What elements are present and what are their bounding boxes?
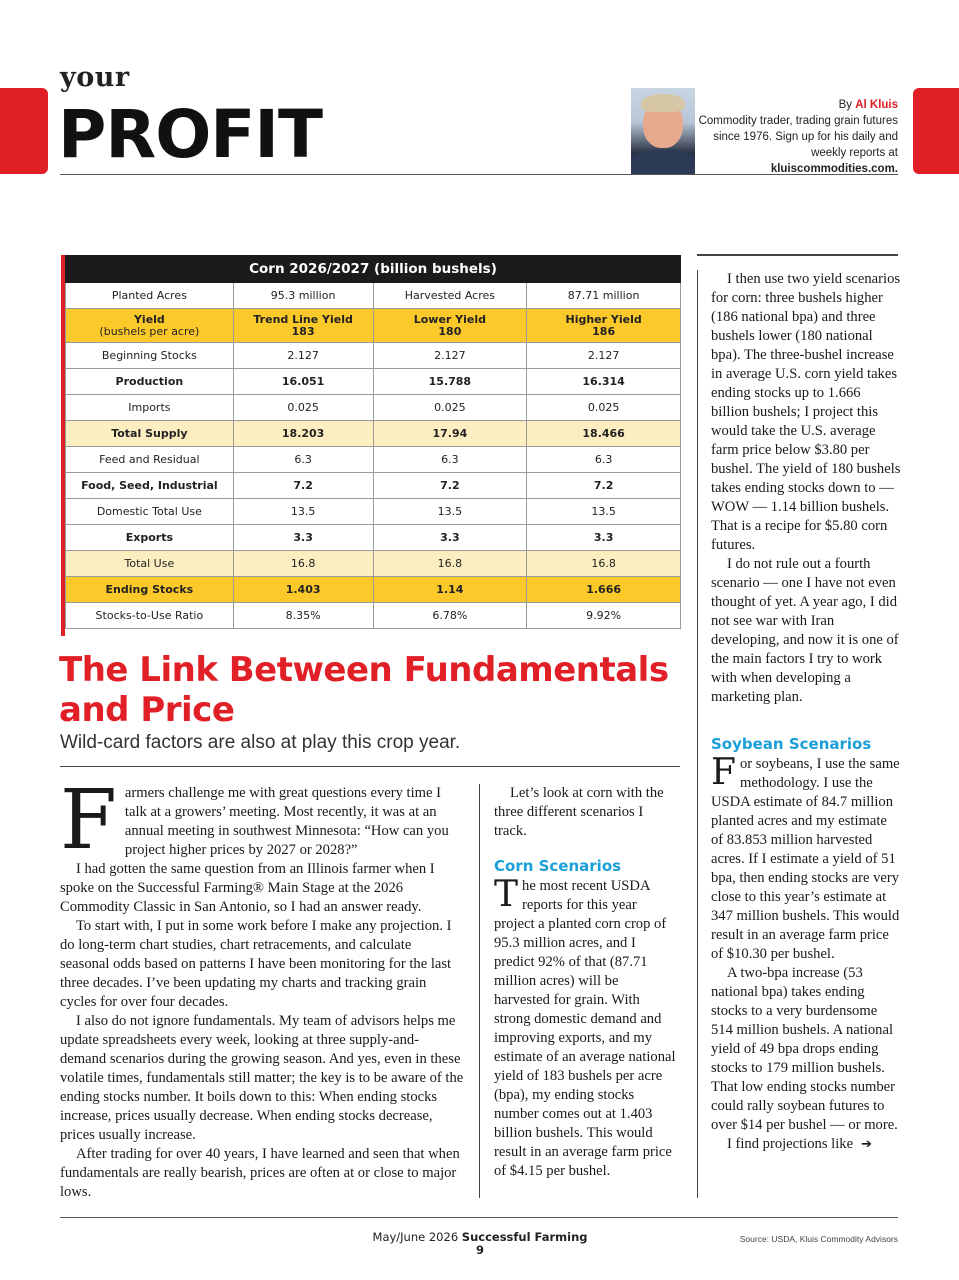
author-site[interactable]: kluiscommodities.com. <box>770 163 898 175</box>
table-row: Domestic Total Use 13.5 13.5 13.5 <box>66 499 681 525</box>
paragraph: The most recent USDA reports for this year project a planted corn crop of 95.3 million acres, and I predict 92% of that (87.71 million acres) will be harvested for grain. With strong domestic demand and improving exports, and my estimate of an average national yield of 183 bushels per acre (bpa), my ending stocks number comes out at 1.403 billion bushels. This would result in an average farm price of $4.15 per bushel. <box>494 874 676 1179</box>
dek-rule <box>60 766 680 767</box>
subhead-corn-scenarios: Corn Scenarios <box>494 857 622 875</box>
red-tab-left <box>0 88 48 174</box>
table-row: Total Use 16.8 16.8 16.8 <box>66 551 681 577</box>
byline-prefix: By <box>838 99 856 111</box>
table-row: Total Supply 18.203 17.94 18.466 <box>66 421 681 447</box>
table-row: Exports 3.3 3.3 3.3 <box>66 525 681 551</box>
paragraph: For soybeans, I use the same methodology. I use the USDA estimate of 84.7 million planted acres and my estimate of 83.853 million harvested acres. If I estimate a yield of 51 bpa, then ending stocks are very close to this year’s estimate at 347 million bushels. This would result in an average farm price of $10.30 per bushel. <box>711 752 900 962</box>
article-column-2 <box>494 784 677 1181</box>
column-divider <box>697 270 698 1198</box>
author-bio: Commodity trader, trading grain futures since 1976. Sign up for his daily and weekly reports at <box>698 115 898 159</box>
page-number: 9 <box>475 1243 484 1257</box>
table-row: Ending Stocks 1.403 1.14 1.666 <box>66 577 681 603</box>
section-kicker: your <box>60 62 130 93</box>
folio <box>330 1231 630 1257</box>
byline <box>688 97 898 177</box>
article-headline: The Link Between Fundamentals and Price <box>59 650 669 730</box>
corn-supply-table <box>65 255 681 629</box>
planted-label: Planted Acres <box>66 283 234 309</box>
table-title: Corn 2026/2027 (billion bushels) <box>66 256 681 283</box>
scenario-lower: Lower Yield 180 <box>373 309 527 343</box>
column-divider <box>479 784 480 1198</box>
paragraph: A two-bpa increase (53 national bpa) takes ending stocks to a very burdensome 514 million bushels. A national yield of 49 bpa drops ending stocks to 179 million bushels. That low ending stocks number could rally soybean futures to over $14 per bushel — or more. <box>711 965 898 1133</box>
yield-row <box>66 309 681 343</box>
paragraph: I then use two yield scenarios for corn: three bushels higher (186 national bpa) and three bushels lower (180 national bpa). The three-bushel increase in average U.S. corn yield takes ending stocks up to 1.666 billion bushels; I project this would take the U.S. average farm price below $3.80 per bushel. The yield of 180 bushels takes ending stocks down to — WOW — 1.14 billion bushels. That is a recipe for $5.80 corn futures. <box>711 271 901 553</box>
table-row: Food, Seed, Industrial 7.2 7.2 7.2 <box>66 473 681 499</box>
paragraph: Let’s look at corn with the three different scenarios I track. <box>494 785 664 839</box>
dropcap: F <box>711 752 736 793</box>
scenario-trend: Trend Line Yield 183 <box>233 309 373 343</box>
continue-arrow-icon: ➔ <box>861 1137 872 1152</box>
paragraph: I also do not ignore fundamentals. My team of advisors helps me update spreadsheets every week, looking at three supply-and-demand scenarios during the growing season. And yes, even in these volatile times, fundamentals still matter; the key is to be aware of the ending stocks number. It boils down to this: When ending stocks increase, prices usually decrease. When ending stocks decrease, prices usually increase. <box>60 1013 464 1143</box>
red-tab-right <box>913 88 959 174</box>
magazine-name: Successful Farming <box>461 1230 588 1244</box>
paragraph: To start with, I put in some work before I make any projection. I do long-term chart studies, chart retracements, and calculate seasonal odds based on patterns I have been monitoring for the last three decades. I’ve been updating my charts and tracking grain cycles for over four decades. <box>60 918 452 1010</box>
article-dek: Wild-card factors are also at play this crop year. <box>60 732 461 753</box>
yield-label: Yield (bushels per acre) <box>66 309 234 343</box>
section-title: PROFIT <box>58 96 322 173</box>
table-row: Beginning Stocks 2.127 2.127 2.127 <box>66 343 681 369</box>
article-column-3 <box>711 270 901 1154</box>
dropcap: T <box>494 874 519 915</box>
paragraph: After trading for over 40 years, I have learned and seen that when fundamentals are really bearish, prices are often at or close to major lows. <box>60 1146 460 1200</box>
article-column-1 <box>60 773 464 1202</box>
footer-rule <box>60 1217 898 1218</box>
author-name: Al Kluis <box>855 99 898 111</box>
dropcap: F <box>60 773 117 868</box>
author-photo <box>631 88 695 174</box>
column-top-rule <box>697 254 898 256</box>
table-row: Production 16.051 15.788 16.314 <box>66 369 681 395</box>
planted-value: 95.3 million <box>233 283 373 309</box>
table-row: Feed and Residual 6.3 6.3 6.3 <box>66 447 681 473</box>
subhead-soybean-scenarios: Soybean Scenarios <box>711 735 872 753</box>
table-row: Stocks-to-Use Ratio 8.35% 6.78% 9.92% <box>66 603 681 629</box>
harvested-value: 87.71 million <box>527 283 681 309</box>
paragraph: I had gotten the same question from an Illinois farmer when I spoke on the Successful Farming® Main Stage at the 2026 Commodity Classic in San Antonio, so I had an answer ready. <box>60 861 435 915</box>
table-source: Source: USDA, Kluis Commodity Advisors <box>739 1234 898 1244</box>
paragraph: I find projections like ➔ <box>727 1136 872 1152</box>
harvested-label: Harvested Acres <box>373 283 527 309</box>
paragraph: Farmers challenge me with great questions every time I talk at a growers’ meeting. Most recently, it was at an annual meeting in southwest Minnesota: “How can you project higher prices by 2027 or 2028?” <box>60 773 449 868</box>
scenario-higher: Higher Yield 186 <box>527 309 681 343</box>
paragraph: I do not rule out a fourth scenario — one I have not even thought of yet. A year ago, I did not see war with Iran developing, and now it is one of the main factors I try to work with when developing a marketing plan. <box>711 556 899 705</box>
issue-date: May/June 2026 <box>372 1230 459 1244</box>
table-row: Imports 0.025 0.025 0.025 <box>66 395 681 421</box>
